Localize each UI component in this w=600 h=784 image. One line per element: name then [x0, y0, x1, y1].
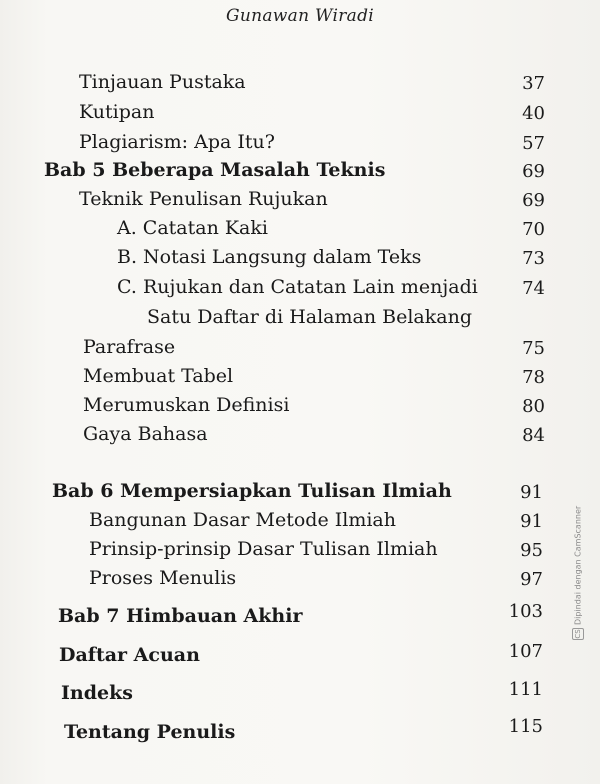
toc-entry-page: 91 [520, 482, 543, 503]
toc-entry-page: 75 [522, 338, 545, 359]
toc-entry-page: 91 [520, 511, 543, 532]
toc-entry-page: 57 [522, 133, 545, 154]
toc-entry-page: 73 [522, 248, 545, 269]
toc-chapter-title: Indeks [61, 682, 133, 704]
toc-entry-page: 95 [520, 540, 543, 561]
watermark-text: Dipindai dengan CamScanner [573, 505, 583, 625]
toc-entry-title: Teknik Penulisan Rujukan [79, 188, 328, 210]
toc-entry-page: 69 [522, 161, 545, 182]
toc-entry-page: 74 [522, 278, 545, 299]
toc-entry-page: 115 [508, 716, 543, 737]
toc-entry-page: 70 [522, 219, 545, 240]
toc-entry-page: 37 [522, 73, 545, 94]
toc-entry-title: Merumuskan Definisi [83, 394, 290, 416]
toc-entry-page: 84 [522, 425, 545, 446]
toc-chapter-title: Bab 7 Himbauan Akhir [58, 605, 303, 627]
toc-entry-page: 107 [508, 641, 543, 662]
camscanner-logo-icon: CS [574, 629, 582, 639]
toc-subentry-continuation: Satu Daftar di Halaman Belakang [147, 306, 472, 328]
toc-entry-page: 80 [522, 396, 545, 417]
toc-entry-title: Tinjauan Pustaka [79, 71, 246, 93]
toc-subentry-title: C. Rujukan dan Catatan Lain menjadi [117, 276, 478, 298]
toc-entry-page: 40 [522, 103, 545, 124]
toc-entry-title: Bangunan Dasar Metode Ilmiah [89, 509, 396, 531]
toc-chapter-title: Bab 6 Mempersiapkan Tulisan Ilmiah [52, 480, 452, 502]
toc-entry-page: 103 [508, 601, 543, 622]
toc-subentry-title: A. Catatan Kaki [117, 217, 268, 239]
toc-chapter-title: Tentang Penulis [64, 721, 236, 743]
running-header: Gunawan Wiradi [225, 6, 375, 26]
toc-entry-title: Kutipan [79, 101, 155, 123]
toc-entry-title: Gaya Bahasa [83, 423, 208, 445]
toc-entry-page: 69 [522, 190, 545, 211]
toc-entry-title: Plagiarism: Apa Itu? [79, 131, 275, 153]
toc-entry-page: 97 [520, 569, 543, 590]
toc-entry-title: Parafrase [83, 336, 176, 358]
toc-entry-title: Proses Menulis [89, 567, 237, 589]
toc-entry-title: Prinsip-prinsip Dasar Tulisan Ilmiah [89, 538, 438, 560]
toc-subentry-title: B. Notasi Langsung dalam Teks [117, 246, 422, 268]
toc-chapter-title: Bab 5 Beberapa Masalah Teknis [44, 159, 386, 181]
toc-chapter-title: Daftar Acuan [59, 644, 200, 666]
toc-entry-page: 111 [508, 679, 543, 700]
scanner-watermark [572, 506, 584, 640]
toc-entry-page: 78 [522, 367, 545, 388]
toc-entry-title: Membuat Tabel [83, 365, 234, 387]
